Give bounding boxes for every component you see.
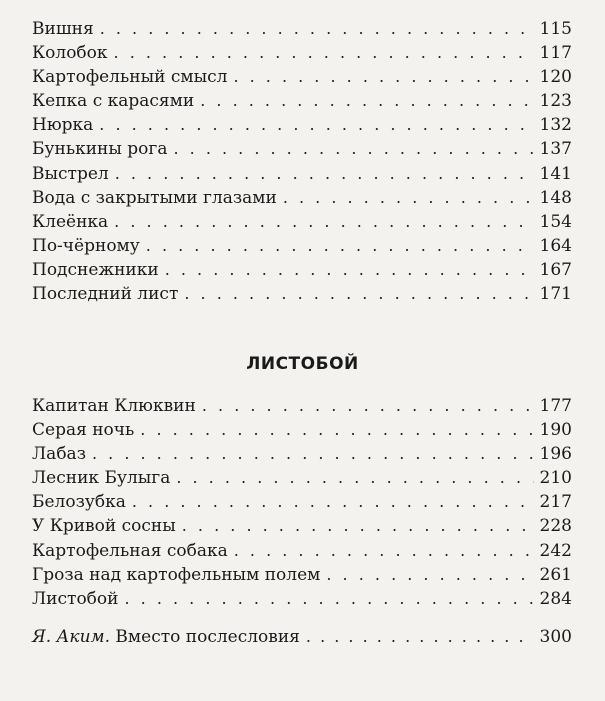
toc-entry [32,210,572,234]
dot-leader [283,186,534,210]
toc-entry [32,563,572,587]
toc-entry [32,17,572,41]
toc-entry-title: Лабаз [32,444,86,465]
toc-entry-title: Серая ночь [32,420,135,441]
toc-entry-title: Нюрка [32,115,94,136]
dot-leader [182,514,534,538]
toc-entry-page: 123 [539,91,572,112]
toc-entry-page: 154 [539,211,572,232]
toc-entry-title: Гроза над картофельным полем [32,564,321,585]
afterword-title: Вместо послесловия [115,627,300,647]
dot-leader [165,258,534,282]
toc-entry-page: 261 [539,564,572,585]
dot-leader [115,162,534,186]
dot-leader [326,563,533,587]
dot-leader [132,490,534,514]
toc-entry [32,89,572,113]
toc-entry-title: По-чёрному [32,235,140,256]
toc-entry [32,258,572,282]
toc-entry-page: 177 [539,396,572,416]
toc-entry-page: 228 [539,516,572,537]
afterword-author: Я. Аким. [32,627,111,647]
dot-leader [99,113,533,137]
toc-entry [32,625,572,649]
dot-leader [124,587,533,611]
toc-entry [32,514,572,538]
toc-entry-page: 115 [539,19,572,39]
dot-leader [202,394,534,418]
toc-entry-page: 242 [539,540,572,561]
afterword-page: 300 [539,627,572,647]
toc-entry-page: 196 [539,444,572,465]
toc-entry [32,282,572,306]
toc-entry [32,587,572,611]
dot-leader [114,41,534,65]
toc-entry [32,186,572,210]
toc-entry-page: 190 [539,420,572,441]
toc-entry-page: 284 [539,588,572,609]
dot-leader [233,65,533,89]
toc-entry [32,442,572,466]
toc-list-second [32,394,572,611]
dot-leader [92,442,534,466]
dot-leader [306,625,534,649]
toc-entry-title: Бунькины рога [32,139,168,160]
toc-entry-title: Выстрел [32,163,109,184]
section-heading: ЛИСТОБОЙ [246,354,359,374]
toc-entry-title: Листобой [32,588,119,609]
toc-entry-page: 171 [539,284,572,305]
toc-entry [32,41,572,65]
toc-entry-page: 210 [539,468,572,489]
toc-entry [32,65,572,89]
toc-entry-page: 217 [539,492,572,513]
toc-list-first [32,17,572,306]
toc-entry-title: Лесник Булыга [32,468,171,489]
toc-entry-page: 137 [539,139,572,160]
dot-leader [184,282,533,306]
dot-leader [176,466,533,490]
toc-entry-page: 164 [539,235,572,256]
toc-entry [32,539,572,563]
dot-leader [173,137,533,161]
toc-entry [32,137,572,161]
toc-entry [32,394,572,418]
toc-entry-title: Клеёнка [32,211,109,232]
dot-leader [234,539,534,563]
toc-entry [32,234,572,258]
toc-entry-title: Картофельная собака [32,540,228,561]
toc-entry-title: Картофельный смысл [32,67,228,88]
toc-entry-title: Колобок [32,43,108,64]
dot-leader [140,418,533,442]
toc-entry-title: Последний лист [32,284,179,305]
toc-entry-page: 117 [539,43,572,64]
toc-entry [32,113,572,137]
afterword-entry [32,625,572,649]
afterword-title-group [32,625,300,649]
dot-leader [200,89,533,113]
toc-entry [32,418,572,442]
toc-entry-page: 141 [539,163,572,184]
toc-entry [32,466,572,490]
toc-entry-title: Кепка с карасями [32,91,195,112]
toc-entry-title: Вода с закрытыми глазами [32,187,277,208]
toc-entry-title: Вишня [32,19,94,39]
toc-entry-page: 132 [539,115,572,136]
toc-entry-title: Капитан Клюквин [32,396,196,416]
toc-entry-title: Белозубка [32,492,126,513]
toc-entry-title: Подснежники [32,259,159,280]
dot-leader [100,17,534,41]
toc-entry [32,162,572,186]
toc-entry-page: 148 [539,187,572,208]
dot-leader [146,234,534,258]
toc-entry-page: 167 [539,259,572,280]
toc-entry [32,490,572,514]
toc-entry-title: У Кривой сосны [32,516,176,537]
dot-leader [114,210,533,234]
toc-entry-page: 120 [539,67,572,88]
